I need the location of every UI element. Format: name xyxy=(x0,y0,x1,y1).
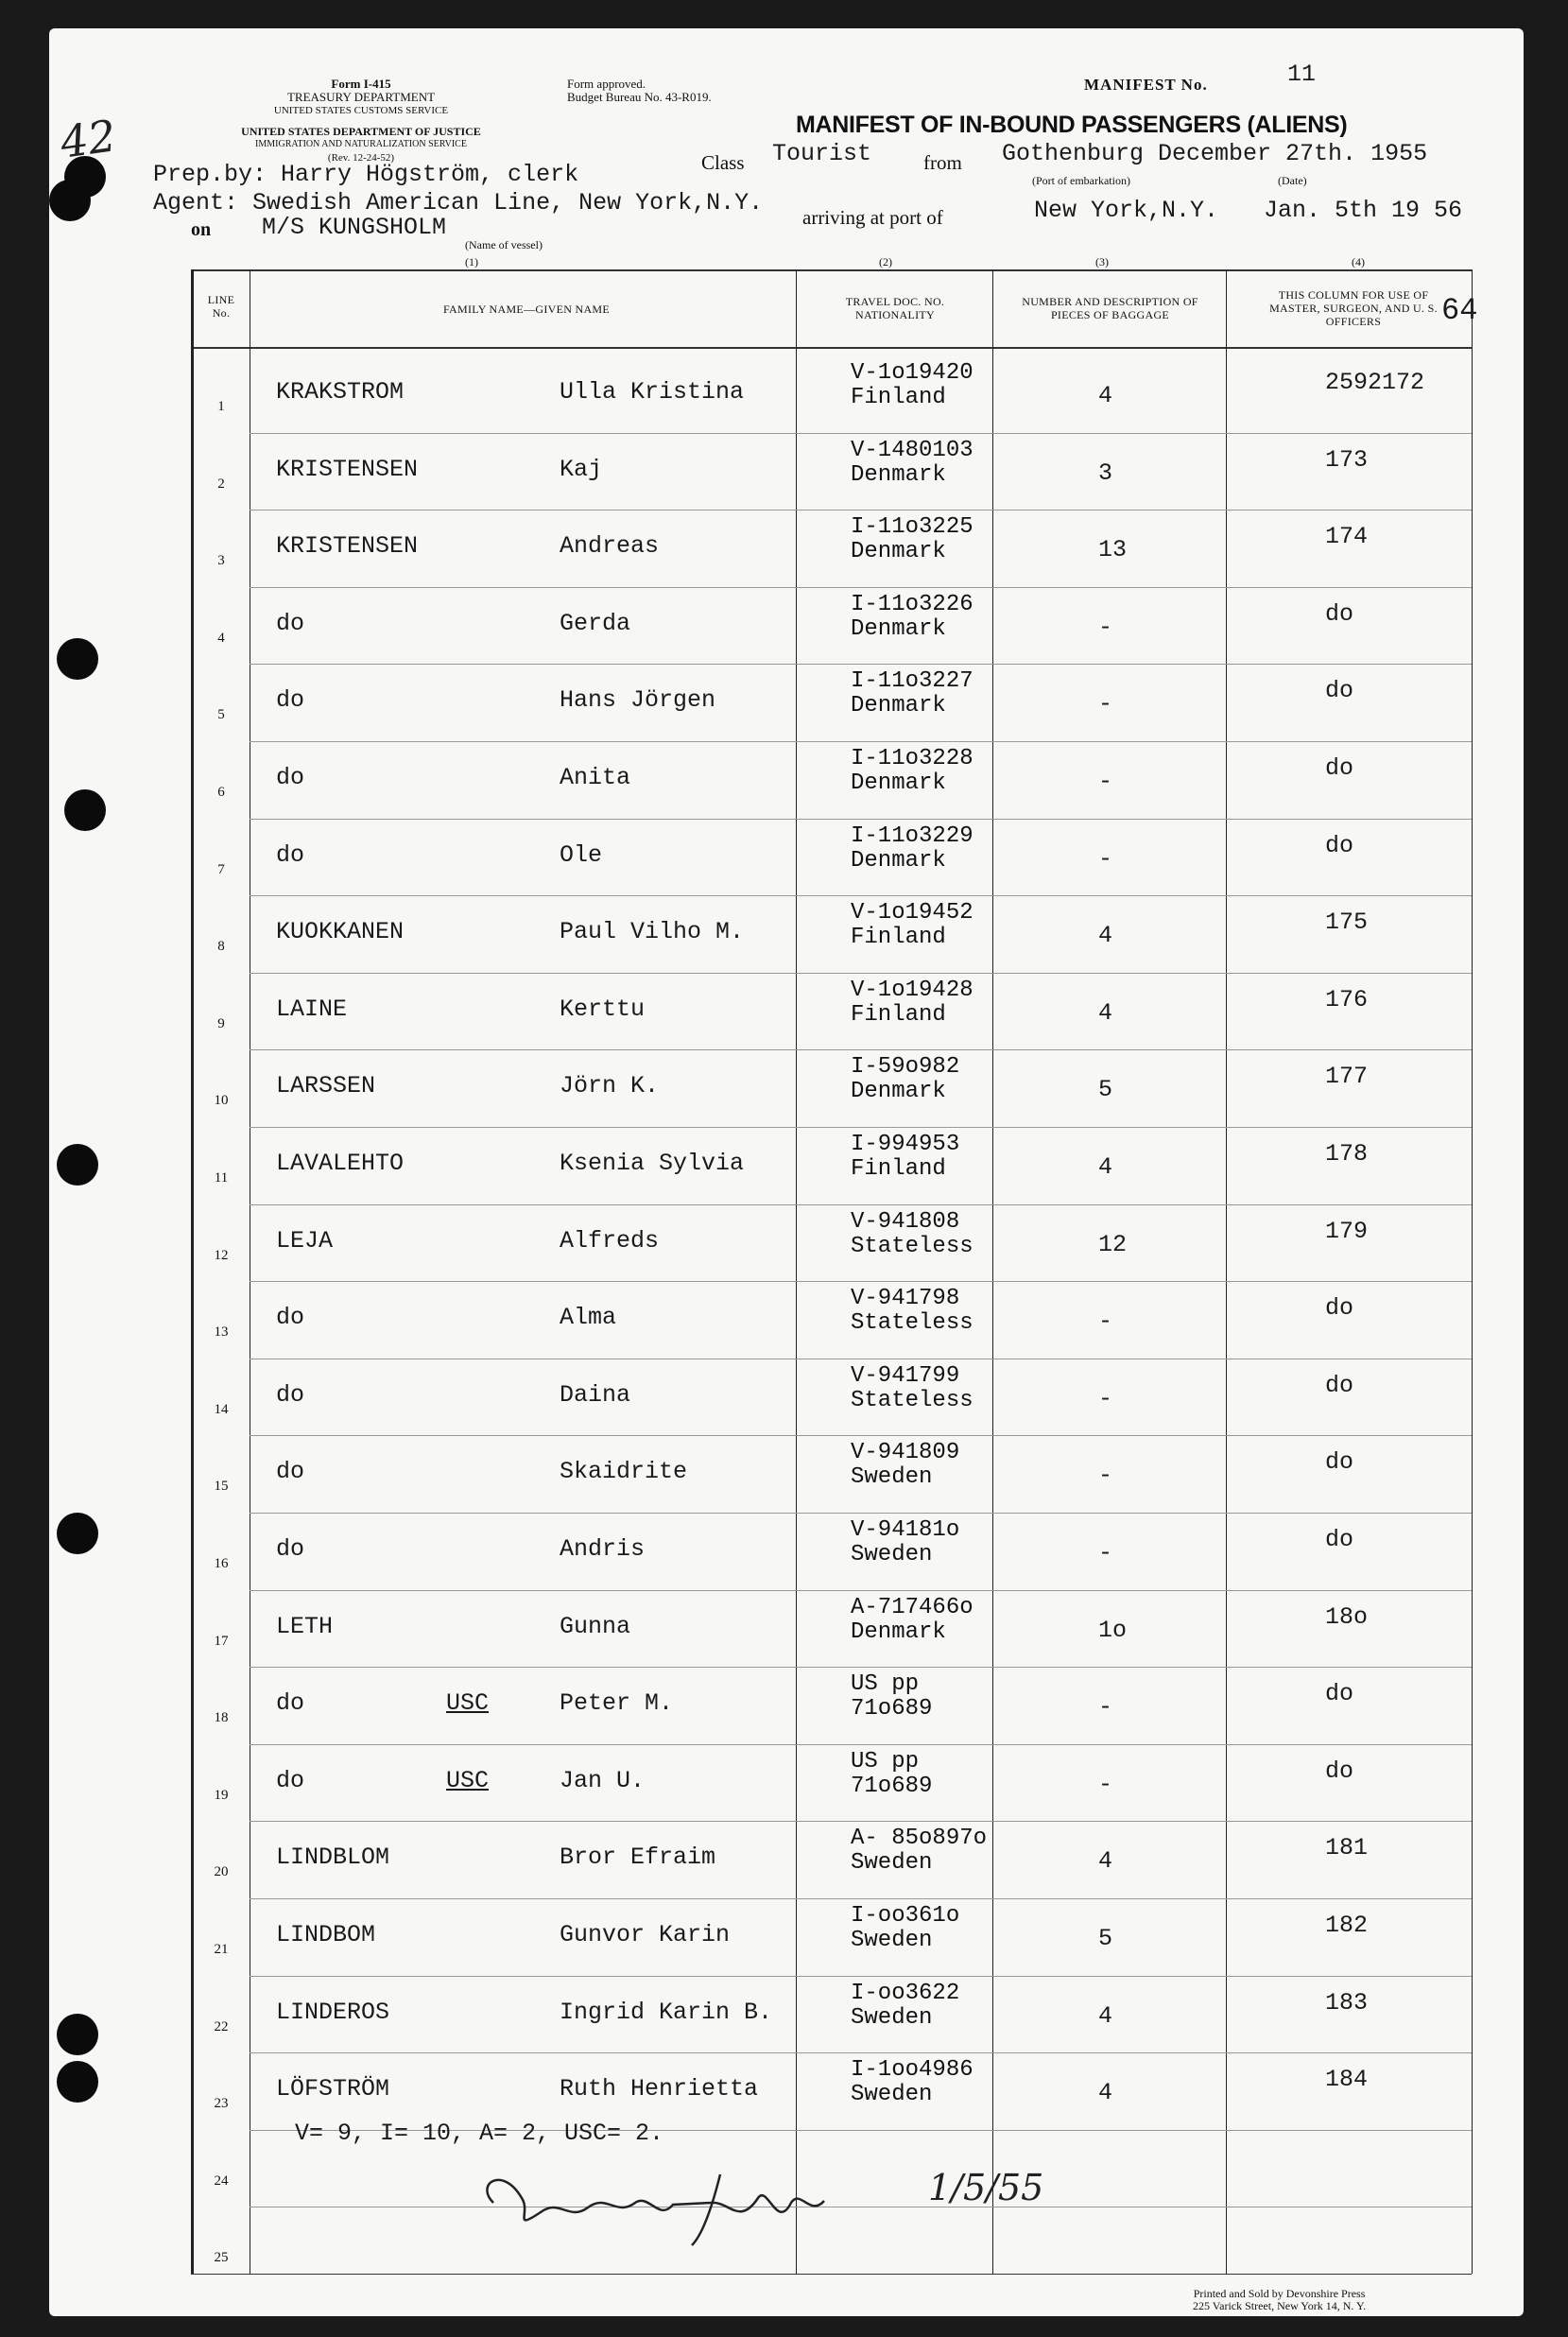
given-name: Daina xyxy=(560,1380,631,1409)
row-divider xyxy=(250,819,1472,820)
header-baggage: NUMBER AND DESCRIPTION OF PIECES OF BAGGAGE xyxy=(1022,295,1198,321)
given-name: Ruth Henrietta xyxy=(560,2075,759,2103)
family-name: do xyxy=(276,840,305,869)
row-divider xyxy=(250,1127,1472,1128)
officer-column: do xyxy=(1325,1448,1354,1477)
family-name: do xyxy=(276,686,305,715)
nationality: Denmark xyxy=(851,847,946,874)
travel-doc-number: V-1o19452 xyxy=(851,900,974,926)
nationality: Finland xyxy=(851,385,946,410)
family-name: KRISTENSEN xyxy=(276,532,419,561)
nationality: Sweden xyxy=(851,1542,933,1567)
nationality: Stateless xyxy=(851,1387,974,1413)
baggage-count: - xyxy=(1098,1770,1113,1798)
punch-hole xyxy=(57,1513,98,1554)
row-divider xyxy=(250,510,1472,511)
officer-column: do xyxy=(1325,831,1354,859)
given-name: Kaj xyxy=(560,455,603,483)
baggage-count: 12 xyxy=(1098,1230,1128,1258)
line-number: 1 xyxy=(217,399,225,414)
line-number: 22 xyxy=(214,2018,229,2034)
row-divider xyxy=(250,1049,1472,1050)
baggage-count: 5 xyxy=(1098,1925,1113,1952)
travel-doc-number: I-11o3227 xyxy=(851,668,974,695)
family-name: LINDEROS xyxy=(276,1998,390,2026)
line-number: 19 xyxy=(214,1787,229,1803)
officer-column: 183 xyxy=(1325,1988,1369,2017)
travel-doc-number: I-11o3225 xyxy=(851,514,974,541)
col-number-3: (3) xyxy=(1095,255,1109,268)
baggage-count: - xyxy=(1098,1384,1113,1412)
line-number: 18 xyxy=(214,1710,229,1726)
baggage-count: 4 xyxy=(1098,382,1113,409)
line-number: 13 xyxy=(214,1324,229,1341)
line-number: 16 xyxy=(214,1556,229,1571)
officer-column: do xyxy=(1325,1294,1354,1323)
baggage-count: - xyxy=(1098,768,1113,795)
given-name: Andreas xyxy=(560,532,660,561)
line-number: 24 xyxy=(214,2173,229,2189)
officer-column: 179 xyxy=(1325,1217,1369,1245)
officer-column: 184 xyxy=(1325,2066,1369,2094)
nationality: Denmark xyxy=(851,770,946,796)
row-divider xyxy=(250,1744,1472,1745)
baggage-count: 4 xyxy=(1098,1153,1113,1181)
row-divider xyxy=(250,1976,1472,1977)
given-name: Skaidrite xyxy=(560,1458,688,1486)
baggage-count: - xyxy=(1098,690,1113,718)
travel-doc-number: V-941809 xyxy=(851,1440,960,1466)
officer-signature xyxy=(465,2146,956,2250)
family-name: do xyxy=(276,1380,305,1409)
travel-doc-number: V-941808 xyxy=(851,1208,960,1235)
nationality: Stateless xyxy=(851,1310,974,1337)
travel-doc-number: A-717466o xyxy=(851,1594,974,1620)
usc-marker: USC xyxy=(446,1689,490,1718)
line-number: 12 xyxy=(214,1247,229,1263)
punch-hole xyxy=(64,789,106,831)
row-divider xyxy=(250,1435,1472,1436)
officer-column: 173 xyxy=(1325,445,1369,474)
budget-approval: Form approved. Budget Bureau No. 43-R019. xyxy=(567,77,712,104)
col-number-1: (1) xyxy=(465,255,478,268)
officer-column: 175 xyxy=(1325,909,1369,937)
nationality: Stateless xyxy=(851,1233,974,1259)
signature-date: 1/5/55 xyxy=(928,2167,1044,2208)
family-name: do xyxy=(276,1304,305,1332)
family-name: KRISTENSEN xyxy=(276,455,419,483)
row-divider xyxy=(250,1590,1472,1591)
baggage-count: 1o xyxy=(1098,1616,1128,1644)
nationality: Denmark xyxy=(851,539,946,565)
arrival-date: Jan. 5th 19 56 xyxy=(1264,197,1463,224)
row-divider xyxy=(250,1667,1472,1668)
line-number: 21 xyxy=(214,1942,229,1957)
form-info: Form I-415 TREASURY DEPARTMENT UNITED STATES CUSTOMS SERVICE UNITED STATES DEPARTMENT OF JUSTICE IMMIGRATION AND NATURALIZATION SERVICE (Rev. 12-24-52) xyxy=(241,77,481,164)
given-name: Alma xyxy=(560,1304,617,1332)
row-divider xyxy=(250,741,1472,742)
officer-column: do xyxy=(1325,1757,1354,1785)
baggage-count: - xyxy=(1098,1539,1113,1567)
header-travel-doc: TRAVEL DOC. NO. NATIONALITY xyxy=(845,295,945,321)
travel-doc-number: A- 85o897o xyxy=(851,1826,988,1852)
family-name: LÖFSTRÖM xyxy=(276,2075,390,2103)
embarkation-value: Gothenburg December 27th. 1955 xyxy=(1002,140,1428,167)
travel-doc-number: I-994953 xyxy=(851,1132,960,1157)
travel-doc-number: V-94181o xyxy=(851,1517,960,1543)
row-divider xyxy=(250,587,1472,588)
family-name: LARSSEN xyxy=(276,1072,376,1100)
nationality: Finland xyxy=(851,925,946,951)
given-name: Andris xyxy=(560,1535,646,1563)
family-name: LETH xyxy=(276,1612,334,1640)
given-name: Ingrid Karin B. xyxy=(560,1998,773,2026)
prepared-by: Prep.by: Harry Högström, clerk xyxy=(153,161,579,188)
officer-column: 181 xyxy=(1325,1834,1369,1862)
row-divider xyxy=(250,973,1472,974)
nationality: 71o689 xyxy=(851,1773,933,1799)
baggage-count: - xyxy=(1098,844,1113,873)
punch-hole xyxy=(57,2014,98,2055)
line-number: 14 xyxy=(214,1401,229,1417)
row-divider xyxy=(250,664,1472,665)
travel-doc-number: V-941798 xyxy=(851,1286,960,1312)
col-number-4: (4) xyxy=(1352,255,1365,268)
vessel-name: M/S KUNGSHOLM xyxy=(262,214,447,241)
page-number: 64 xyxy=(1441,293,1478,328)
manifest-number-label: MANIFEST No. xyxy=(1084,76,1208,94)
officer-column: 176 xyxy=(1325,985,1369,1013)
line-number: 17 xyxy=(214,1633,229,1649)
given-name: Bror Efraim xyxy=(560,1844,716,1872)
line-number: 3 xyxy=(217,553,225,569)
given-name: Gunvor Karin xyxy=(560,1921,731,1948)
row-divider xyxy=(250,1281,1472,1282)
punch-hole xyxy=(57,2061,98,2103)
manifest-page xyxy=(49,28,1524,2316)
row-divider xyxy=(250,1513,1472,1514)
travel-doc-number: US pp xyxy=(851,1671,920,1698)
travel-doc-number: I-11o3229 xyxy=(851,822,974,849)
family-name: LAINE xyxy=(276,995,348,1023)
travel-doc-number: I-1oo4986 xyxy=(851,2057,974,2084)
family-name: LAVALEHTO xyxy=(276,1150,405,1177)
line-number: 5 xyxy=(217,707,225,723)
officer-column: 2592172 xyxy=(1325,369,1425,396)
punch-hole xyxy=(49,180,91,221)
summary-totals: V= 9, I= 10, A= 2, USC= 2. xyxy=(295,2120,664,2147)
line-number: 2 xyxy=(217,476,225,492)
on-label: on xyxy=(191,219,212,240)
travel-doc-number: V-1480103 xyxy=(851,437,974,463)
travel-doc-number: I-oo361o xyxy=(851,1903,960,1929)
baggage-count: 4 xyxy=(1098,2079,1113,2107)
baggage-count: 4 xyxy=(1098,922,1113,950)
baggage-count: - xyxy=(1098,1307,1113,1336)
row-divider xyxy=(250,2052,1472,2053)
row-divider xyxy=(250,895,1472,896)
given-name: Hans Jörgen xyxy=(560,686,716,715)
nationality: Denmark xyxy=(851,1079,946,1105)
given-name: Gunna xyxy=(560,1612,631,1640)
given-name: Ole xyxy=(560,840,603,869)
family-name: do xyxy=(276,1535,305,1563)
officer-column: 18o xyxy=(1325,1602,1369,1631)
vessel-caption: (Name of vessel) xyxy=(465,238,543,251)
officer-column: 174 xyxy=(1325,523,1369,551)
printer-note: Printed and Sold by Devonshire Press 225 Varick Street, New York 14, N. Y. xyxy=(1193,2287,1367,2312)
nationality: Denmark xyxy=(851,693,946,719)
nationality: Sweden xyxy=(851,1928,933,1953)
officer-column: do xyxy=(1325,754,1354,782)
row-divider xyxy=(250,433,1472,434)
line-number: 25 xyxy=(214,2250,229,2266)
arrival-port: New York,N.Y. xyxy=(1034,197,1219,224)
nationality: Sweden xyxy=(851,2004,933,2031)
baggage-count: 13 xyxy=(1098,536,1128,564)
row-divider xyxy=(250,1204,1472,1205)
manifest-title: MANIFEST OF IN-BOUND PASSENGERS (ALIENS) xyxy=(796,112,1348,138)
given-name: Ulla Kristina xyxy=(560,378,745,406)
nationality: Denmark xyxy=(851,1619,946,1645)
usc-marker: USC xyxy=(446,1766,490,1794)
nationality: Finland xyxy=(851,1156,946,1182)
line-number: 23 xyxy=(214,2096,229,2112)
from-label: from xyxy=(923,151,962,174)
given-name: Gerda xyxy=(560,609,631,637)
family-name: do xyxy=(276,764,305,791)
punch-hole xyxy=(57,638,98,680)
nationality: 71o689 xyxy=(851,1696,933,1722)
baggage-count: 3 xyxy=(1098,459,1113,487)
header-officers: THIS COLUMN FOR USE OF MASTER, SURGEON, AND U. S. OFFICERS xyxy=(1269,288,1438,328)
nationality: Sweden xyxy=(851,1464,933,1491)
baggage-count: 4 xyxy=(1098,1847,1113,1876)
header-line-no: LINE No. xyxy=(207,293,235,320)
officer-column: 177 xyxy=(1325,1063,1369,1091)
given-name: Alfreds xyxy=(560,1226,660,1255)
given-name: Anita xyxy=(560,764,631,791)
travel-doc-number: V-941799 xyxy=(851,1362,960,1389)
baggage-count: 4 xyxy=(1098,2001,1113,2030)
travel-doc-number: I-11o3228 xyxy=(851,746,974,771)
line-number: 8 xyxy=(217,939,225,955)
baggage-count: - xyxy=(1098,1693,1113,1722)
given-name: Ksenia Sylvia xyxy=(560,1150,745,1177)
officer-column: 178 xyxy=(1325,1140,1369,1168)
agent: Agent: Swedish American Line, New York,N.Y. xyxy=(153,189,764,216)
family-name: LINDBOM xyxy=(276,1921,376,1948)
family-name: LEJA xyxy=(276,1226,334,1255)
punch-hole xyxy=(57,1144,98,1186)
nationality: Sweden xyxy=(851,1850,933,1877)
header-name: FAMILY NAME—GIVEN NAME xyxy=(442,303,611,316)
officer-column: do xyxy=(1325,1680,1354,1708)
given-name: Jörn K. xyxy=(560,1072,660,1100)
family-name: LINDBLOM xyxy=(276,1844,390,1872)
family-name: KRAKSTROM xyxy=(276,378,405,406)
family-name: do xyxy=(276,1766,305,1794)
family-name: KUOKKANEN xyxy=(276,918,405,946)
nationality: Finland xyxy=(851,1001,946,1028)
travel-doc-number: I-59o982 xyxy=(851,1054,960,1081)
line-number: 6 xyxy=(217,785,225,800)
margin-note: 42 xyxy=(57,110,120,168)
officer-column: do xyxy=(1325,599,1354,628)
officer-column: do xyxy=(1325,1371,1354,1399)
line-number: 11 xyxy=(214,1170,229,1186)
row-divider xyxy=(250,1821,1472,1822)
arriving-label: arriving at port of xyxy=(802,206,943,229)
line-number: 4 xyxy=(217,630,225,646)
line-number: 20 xyxy=(214,1864,229,1880)
officer-column: 182 xyxy=(1325,1912,1369,1939)
manifest-number: 11 xyxy=(1287,61,1317,88)
travel-doc-number: US pp xyxy=(851,1748,920,1774)
class-label: Class xyxy=(701,151,745,174)
family-name: do xyxy=(276,1458,305,1486)
given-name: Kerttu xyxy=(560,995,646,1023)
nationality: Sweden xyxy=(851,2082,933,2108)
officer-column: do xyxy=(1325,1526,1354,1553)
line-number: 7 xyxy=(217,861,225,877)
travel-doc-number: V-1o19428 xyxy=(851,977,974,1003)
given-name: Peter M. xyxy=(560,1689,674,1718)
baggage-count: - xyxy=(1098,1462,1113,1490)
family-name: do xyxy=(276,609,305,637)
line-number: 10 xyxy=(214,1093,229,1109)
given-name: Jan U. xyxy=(560,1766,646,1794)
date-caption: (Date) xyxy=(1278,174,1307,187)
row-divider xyxy=(250,1898,1472,1899)
travel-doc-number: V-1o19420 xyxy=(851,360,974,386)
nationality: Denmark xyxy=(851,615,946,642)
travel-doc-number: I-11o3226 xyxy=(851,591,974,617)
line-number: 9 xyxy=(217,1015,225,1031)
officer-column: do xyxy=(1325,677,1354,705)
col-number-2: (2) xyxy=(879,255,892,268)
nationality: Denmark xyxy=(851,461,946,488)
line-number: 15 xyxy=(214,1479,229,1495)
baggage-count: 5 xyxy=(1098,1076,1113,1104)
baggage-count: - xyxy=(1098,613,1113,641)
given-name: Paul Vilho M. xyxy=(560,918,745,946)
class-value: Tourist xyxy=(772,140,872,167)
baggage-count: 4 xyxy=(1098,998,1113,1027)
family-name: do xyxy=(276,1689,305,1718)
travel-doc-number: I-oo3622 xyxy=(851,1980,960,2006)
port-embarkation-caption: (Port of embarkation) xyxy=(1032,174,1130,187)
